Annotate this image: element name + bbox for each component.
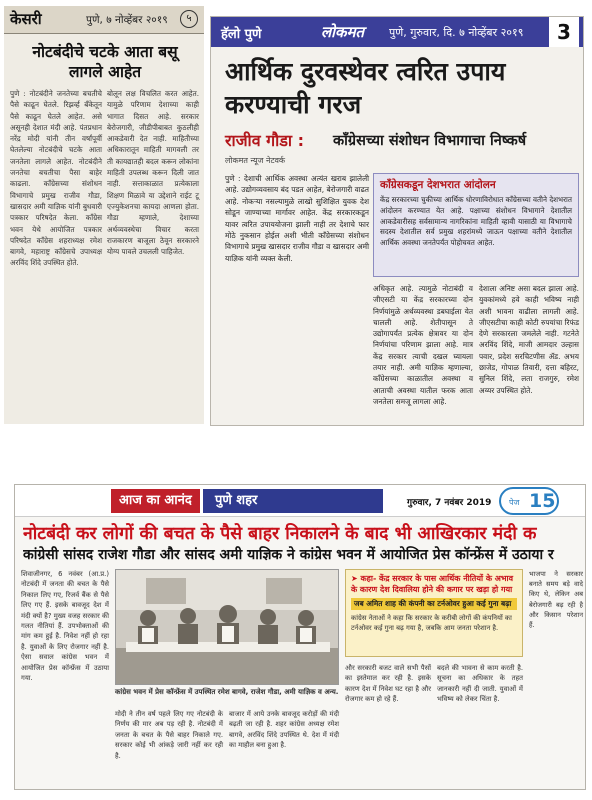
aaj-body-column-left: शिवाजीनगर, 6 नवंबर (आ.प्र.) नोटबंदी में जनता की बचत के पैसे निकाल लिए गए, रिजर्व बैंक से पैसे लिए गए हैं. इसके बावजूद देश में मंदी क्यों है? मुख्य वजह सरकार की गलत नीतियां हैं. उपभोक्ताओं की मांग कम हुई है. निवेश नहीं हो रहा है. युवाओं के लिए रोजगार नहीं है. ऐसा सवाल कांग्रेस भवन में आयोजित प्रेस कॉन्फ्रेंस में उठाया गया.	[21, 570, 109, 683]
aaj-page-badge	[499, 487, 559, 515]
aaj-page-label: पेज	[509, 498, 520, 507]
lokmat-subhead: काँग्रेसच्या संशोधन विभागाचा निष्कर्ष	[333, 133, 527, 149]
aaj-page-number: 15	[529, 490, 556, 512]
lokmat-byline: लोकमत न्यूज नेटवर्क	[225, 156, 286, 165]
press-conference-photo	[115, 569, 339, 685]
kesari-logo: केसरी	[10, 10, 42, 28]
aaj-section-label: पुणे शहर	[203, 489, 383, 513]
lokmat-info-box-title: काँग्रेसकडून देशभरात आंदोलन	[380, 179, 496, 191]
lokmat-clipping	[210, 16, 584, 426]
lokmat-date: पुणे, गुरुवार, दि. ७ नोव्हेंबर २०१९	[389, 26, 524, 39]
aaj-date: गुरुवार, 7 नवंबर 2019	[407, 498, 492, 508]
aaj-highlight-box	[345, 569, 523, 657]
kesari-masthead	[4, 6, 204, 34]
aaj-highlight-body: कांग्रेस नेताओं ने कहा कि सरकार के करीबी लोगों की कंपनियों का टर्नओवर कई गुना बढ़ गया है, जबकि आम जनता परेशान है.	[351, 614, 512, 632]
lokmat-info-box	[373, 173, 579, 277]
photo-caption: कांग्रेस भवन में प्रेस कॉन्फ्रेंस में उपस्थित रमेश बागवे, राजेश गौडा, अमी याज्ञिक व अन्य.	[115, 688, 339, 696]
aaj-body-column-right-1: और सरकारी बजट वाले सभी पैसों का इस्तेमाल कर रही है. इसके कारण देश में निवेश घट रहा है और रोजगार कम हो रहे हैं.	[345, 664, 431, 704]
kesari-headline: नोटबंदीचे चटके आता बसू लागले आहेत	[32, 43, 178, 81]
lokmat-logo: लोकमत	[321, 23, 365, 41]
kesari-date: पुणे, ७ नोव्हेंबर २०१९	[86, 14, 168, 26]
lokmat-subhead-name: राजीव गौडा :	[225, 131, 304, 150]
lokmat-page-number: 3	[549, 17, 579, 47]
aaj-headline: नोटबंदी कर लोगों की बचत के पैसे बाहर निकालने के बाद भी आखिरकार मंदी क	[23, 524, 537, 544]
aaj-body-column-far-right: भाजपा ने सरकार बनाते समय बड़े वादे किए थे, लेकिन अब बेरोजगारी बढ़ रही है और किसान परेशान हैं.	[529, 570, 583, 630]
lokmat-body-column-2: अधिकृत आहे. त्यामुळे नोटाबंदी व जीएसटी या केंद्र सरकारच्या दोन निर्णयांमुळे अर्थव्यवस्था डबघाईला येत चालली आहे. शेतीपासून ते उद्योगापर्यंत प्रत्येक क्षेत्रावर या दोन निर्णयांचा परिणाम झाला आहे. मात्र केंद्र सरकार त्याची दखल घ्यायला तयार नाही. अमी याज्ञिक म्हणाल्या, काँग्रेसच्या काळातील अवस्था व आताची अवस्था यातील फरक आता जनतेला समजू लागला आहे.	[373, 284, 473, 406]
lokmat-headline: आर्थिक दुरवस्थेवर त्वरित उपाय करण्याची गरज	[225, 57, 506, 119]
aaj-subhead: कांग्रेसी सांसद राजेश गौडा और सांसद अमी याज्ञिक ने कांग्रेस भवन में आयोजित प्रेस कॉन्फ्रेंस में उठाया र	[23, 547, 554, 563]
lokmat-body-column-3: देशाला अनिष्ट असा बदल झाला आहे. युवकांमध्ये हवे काही भविष्य नाही अशी भावना वाढीला लागली आहे. जीएसटीचा काही कोटी रुपयांचा रिफंड देणे सरकारला जमलेले नाही. गटनेते अरविंद शिंदे, माजी आमदार उल्हास पवार, प्रदेश सरचिटणीस ॲड. अभय छाजेड, गोपाळ तिवारी, दत्ता बहिरट, सुनिल शिंदे, लता राजगुरु, रमेश अय्यर उपस्थित होते.	[479, 284, 579, 395]
aaj-highlight-strip: जब अमित शाह की कंपनी का टर्नओवर हुआ कई गुना बढ़ा	[351, 598, 517, 610]
kesari-clipping	[4, 6, 204, 424]
aaj-highlight-title: ➤ कहा- केंद्र सरकार के पास आर्थिक नीतियों के अभाव के कारण देश दिवालिया होने की कगार पर खड़ा हो गया	[351, 574, 514, 594]
aaj-body-column-right-2: बदले की भावना से काम करती है. सूचना का अधिकार के तहत जानकारी नहीं दी जाती. युवाओं में भविष्य को लेकर चिंता है.	[437, 664, 523, 704]
lokmat-lead-column: पुणे : देशाची आर्थिक अवस्था अत्यंत खराब झालेली आहे. उद्योगव्यवसाय बंद पडत आहेत, बेरोजगारी वाढत आहे. नोकऱ्या नसल्यामुळे लाखो सुशिक्षित युवक देश सोडून जाण्याच्या मार्गावर आहेत. केंद्र सरकारकडून यावर त्वरित उपाययोजना झाली नाही तर देशाचे फार मोठे नुकसान होईल अशी भीती काँग्रेसच्या संशोधन विभागाचे प्रमुख खासदार राजीव गौडा व खासदार अमी याज्ञिक यांनी व्यक्त केली.	[225, 174, 369, 263]
aaj-body-column-mid-1: मोदी ने तीन वर्ष पहले लिए गए नोटबंदी के निर्णय की मार अब पड़ रही है. नोटबंदी में जनता के बचत के पैसे बाहर निकाले गए. सरकार कोई भी आंकड़े जारी नहीं कर रही है.	[115, 710, 223, 760]
press-conference-photo-illustration	[116, 570, 339, 685]
lokmat-info-box-body: केंद्र सरकारच्या चुकीच्या आर्थिक धोरणाविरोधात काँग्रेसच्या वतीने देशभरात आंदोलन करण्यात येत आहे. पक्षाच्या संशोधन विभागाने देशातील आकडेवारीसह सर्वसामान्य नागरिकांना माहिती व्हावी यासाठी या विभागाचे सदस्य देशातील सर्व प्रमुख शहरांमध्ये जाऊन पक्षाच्या वतीने देशातील आर्थिक अवस्था जनतेपर्यंत पोहोचवत आहेत.	[380, 195, 572, 248]
lokmat-city-label: हॅलो पुणे	[221, 27, 262, 42]
kesari-page-number: ५	[180, 10, 198, 28]
aaj-masthead	[15, 485, 586, 517]
kesari-body-column-right: बोलून लक्ष विचलित करत आहेत. यामुळे परिणाम देशाच्या काही भागात दिसत आहे. सरकार बेरोजगारी, जीडीपीबाबत कुठलीही आकडेवारी देत नाही. माहितीच्या अधिकारातून माहिती मागवली तर ती कायद्यातही बदल करून लोकांना माहिती उपलब्ध करून दिली जात नाही. सत्ताकाळात प्रत्येकाला शिक्षण मिळावे या उद्देशाने राईट टू एज्युकेशनचा कायदा आणला होता. गौडा म्हणाले, देशाच्या अर्थव्यवस्थेचा विचार करता राजकारण बाजूला ठेवून सरकारने योग्य पावले उचलली पाहिजेत.	[107, 89, 199, 257]
lokmat-masthead	[211, 17, 584, 47]
kesari-body-column-left: पुणे : नोटबंदीने जनतेच्या बचतीचे पैसे काढून घेतले. रिझर्व्ह बँकेतून पैसे काढून घेतले आहेत. असे असूनही देशात मंदी आहे. पंतप्रधान नरेंद्र मोदी यांनी तीन वर्षांपूर्वी घेतलेल्या नोटबंदीचे चटके आता जनतेला लागले आहेत. नोटबंदीने जनतेचा बचतीचा पैसा बाहेर काढला. काँग्रेसच्या संशोधन विभागाचे प्रमुख राजीव गौडा, खासदार अमी याज्ञिक यांनी बुधवारी पत्रकार परिषदेत केला. काँग्रेस भवन येथे आयोजित पत्रकार परिषदेत काँग्रेस शहराध्यक्ष रमेश बागवे, महाराष्ट्र काँग्रेसचे उपाध्यक्ष अरविंद शिंदे उपस्थित होते.	[10, 89, 102, 268]
aaj-body-column-mid-2: बाजार में आये उनके बावजूद करोड़ों की मंदी बढ़ती जा रही है. शहर कांग्रेस अध्यक्ष रमेश बागवे, अरविंद शिंदे उपस्थित थे. देश में मंदी का माहौल बना हुआ है.	[229, 710, 339, 750]
aaj-ka-anand-clipping	[14, 484, 586, 790]
aaj-logo: आज का आनंद	[111, 489, 200, 513]
